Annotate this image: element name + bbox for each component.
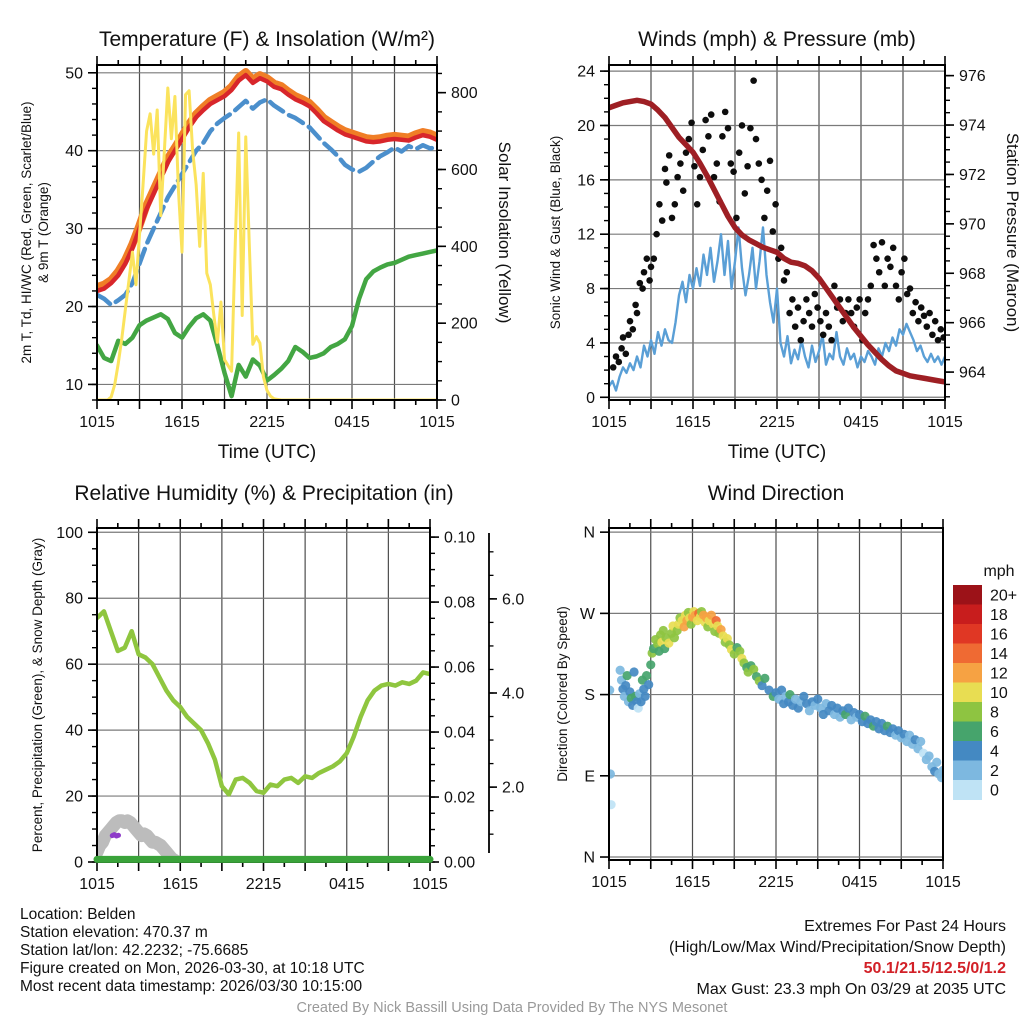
svg-text:10: 10 <box>990 684 1008 702</box>
svg-text:14: 14 <box>990 645 1008 663</box>
station-latlon: Station lat/lon: 42.2232; -75.6685 <box>20 942 249 959</box>
svg-text:1015: 1015 <box>927 414 963 431</box>
svg-text:0415: 0415 <box>843 414 879 431</box>
svg-text:1015: 1015 <box>925 874 961 891</box>
svg-text:6: 6 <box>990 723 999 741</box>
humidity-precip-chart <box>0 470 545 915</box>
svg-text:0.06: 0.06 <box>444 659 476 677</box>
svg-text:N: N <box>583 849 595 867</box>
svg-text:Percent, Precipitation (Green): Percent, Precipitation (Green), & Snow Depth (Gray) <box>30 537 45 853</box>
temperature-insolation-chart <box>0 0 512 470</box>
svg-text:2215: 2215 <box>758 874 794 891</box>
svg-text:800: 800 <box>451 85 478 103</box>
svg-text:1615: 1615 <box>674 874 711 891</box>
svg-text:200: 200 <box>451 315 478 333</box>
wind-direction-chart-title: Wind Direction <box>707 482 845 505</box>
extremes-subtitle: (High/Low/Max Wind/Precipitation/Snow Depth) <box>668 939 1006 956</box>
svg-text:80: 80 <box>65 590 83 608</box>
svg-text:2215: 2215 <box>249 414 285 431</box>
svg-text:2215: 2215 <box>759 414 795 431</box>
credit-line: Created By Nick Bassill Using Data Provided By The NYS Mesonet <box>296 1000 728 1016</box>
svg-text:1015: 1015 <box>591 414 627 431</box>
svg-text:0415: 0415 <box>841 874 878 891</box>
svg-text:16: 16 <box>990 626 1008 644</box>
svg-text:4: 4 <box>990 743 999 761</box>
svg-text:Solar Insolation (Yellow): Solar Insolation (Yellow) <box>495 141 514 324</box>
svg-text:966: 966 <box>959 315 986 333</box>
svg-text:Sonic Wind & Gust (Blue, Black: Sonic Wind & Gust (Blue, Black) <box>548 135 563 330</box>
svg-text:0415: 0415 <box>334 414 370 431</box>
station-info <box>20 906 365 996</box>
svg-text:mph: mph <box>983 563 1015 580</box>
svg-text:2: 2 <box>990 762 999 780</box>
svg-text:1615: 1615 <box>164 414 200 431</box>
extremes-title: Extremes For Past 24 Hours <box>804 918 1006 935</box>
svg-text:60: 60 <box>65 656 83 674</box>
temperature-insolation-plot <box>0 0 512 470</box>
svg-text:40: 40 <box>65 722 83 740</box>
svg-text:16: 16 <box>577 172 595 190</box>
svg-text:E: E <box>584 768 595 786</box>
svg-text:Direction (Colored By Speed): Direction (Colored By Speed) <box>555 606 570 782</box>
max-gust: Max Gust: 23.3 mph On 03/29 at 2035 UTC <box>696 981 1006 998</box>
wind-direction-plot <box>512 470 1024 915</box>
svg-text:0.10: 0.10 <box>444 529 476 547</box>
svg-text:18: 18 <box>990 606 1008 624</box>
svg-text:0.00: 0.00 <box>444 854 476 872</box>
svg-text:0.02: 0.02 <box>444 789 476 807</box>
svg-text:20+: 20+ <box>990 587 1018 605</box>
svg-text:12: 12 <box>577 226 595 244</box>
svg-text:W: W <box>579 605 595 623</box>
svg-text:50: 50 <box>65 65 83 83</box>
svg-text:Time (UTC): Time (UTC) <box>727 442 827 463</box>
svg-text:1015: 1015 <box>79 414 115 431</box>
svg-text:Time (UTC): Time (UTC) <box>217 442 317 463</box>
winds-pressure-chart <box>512 0 1024 470</box>
svg-text:0.08: 0.08 <box>444 594 476 612</box>
svg-text:24: 24 <box>577 63 595 81</box>
recent-timestamp: Most recent data timestamp: 2026/03/30 10:15:00 <box>20 978 363 995</box>
svg-text:2m T, Td, HI/WC (Red, Green, S: 2m T, Td, HI/WC (Red, Green, Scarlet/Blue) <box>19 101 34 364</box>
svg-text:600: 600 <box>451 161 478 179</box>
svg-text:12: 12 <box>990 665 1008 683</box>
extremes-values: 50.1/21.5/12.5/0/1.2 <box>863 960 1006 977</box>
svg-text:1615: 1615 <box>162 876 199 893</box>
svg-text:& 9m T (Orange): & 9m T (Orange) <box>36 182 51 283</box>
svg-text:972: 972 <box>959 166 986 184</box>
extremes-info <box>669 916 1006 1000</box>
svg-text:S: S <box>584 687 595 705</box>
svg-text:N: N <box>583 524 595 542</box>
svg-text:40: 40 <box>65 143 83 161</box>
svg-text:8: 8 <box>990 704 999 722</box>
svg-text:0.04: 0.04 <box>444 724 476 742</box>
wind-direction-chart <box>512 470 1024 915</box>
svg-text:8: 8 <box>586 281 595 299</box>
station-location: Location: Belden <box>20 906 136 923</box>
winds-pressure-plot <box>512 0 1024 470</box>
station-elevation: Station elevation: 470.37 m <box>20 924 208 941</box>
svg-text:0: 0 <box>451 392 460 410</box>
svg-text:6.0: 6.0 <box>502 591 525 609</box>
svg-text:1015: 1015 <box>419 414 455 431</box>
svg-text:976: 976 <box>959 68 986 86</box>
svg-text:20: 20 <box>577 117 595 135</box>
humidity-precip-plot <box>0 470 545 915</box>
svg-text:964: 964 <box>959 364 986 382</box>
svg-text:400: 400 <box>451 238 478 256</box>
svg-text:20: 20 <box>65 788 83 806</box>
svg-text:1015: 1015 <box>79 876 115 893</box>
svg-text:1015: 1015 <box>412 876 448 893</box>
svg-text:4.0: 4.0 <box>502 685 525 703</box>
svg-text:0: 0 <box>74 854 83 872</box>
svg-text:0: 0 <box>990 782 999 800</box>
winds-chart-title: Winds (mph) & Pressure (mb) <box>638 28 916 51</box>
svg-text:30: 30 <box>65 221 83 239</box>
svg-text:10: 10 <box>65 376 83 394</box>
svg-text:0415: 0415 <box>328 876 365 893</box>
svg-text:1015: 1015 <box>591 874 627 891</box>
svg-text:4: 4 <box>586 335 595 353</box>
svg-text:2.0: 2.0 <box>502 779 525 797</box>
svg-text:0: 0 <box>586 389 595 407</box>
svg-text:968: 968 <box>959 265 986 283</box>
svg-text:2215: 2215 <box>245 876 282 893</box>
temperature-chart-title: Temperature (F) & Insolation (W/m²) <box>98 28 436 51</box>
svg-text:Station Pressure (Maroon): Station Pressure (Maroon) <box>1003 132 1022 333</box>
svg-text:100: 100 <box>56 524 83 542</box>
svg-text:20: 20 <box>65 299 83 317</box>
humidity-chart-title: Relative Humidity (%) & Precipitation (in) <box>74 482 454 505</box>
svg-text:974: 974 <box>959 117 986 135</box>
svg-text:970: 970 <box>959 216 986 234</box>
figure-created: Figure created on Mon, 2026-03-30, at 10:18 UTC <box>20 960 365 977</box>
svg-text:1615: 1615 <box>675 414 711 431</box>
